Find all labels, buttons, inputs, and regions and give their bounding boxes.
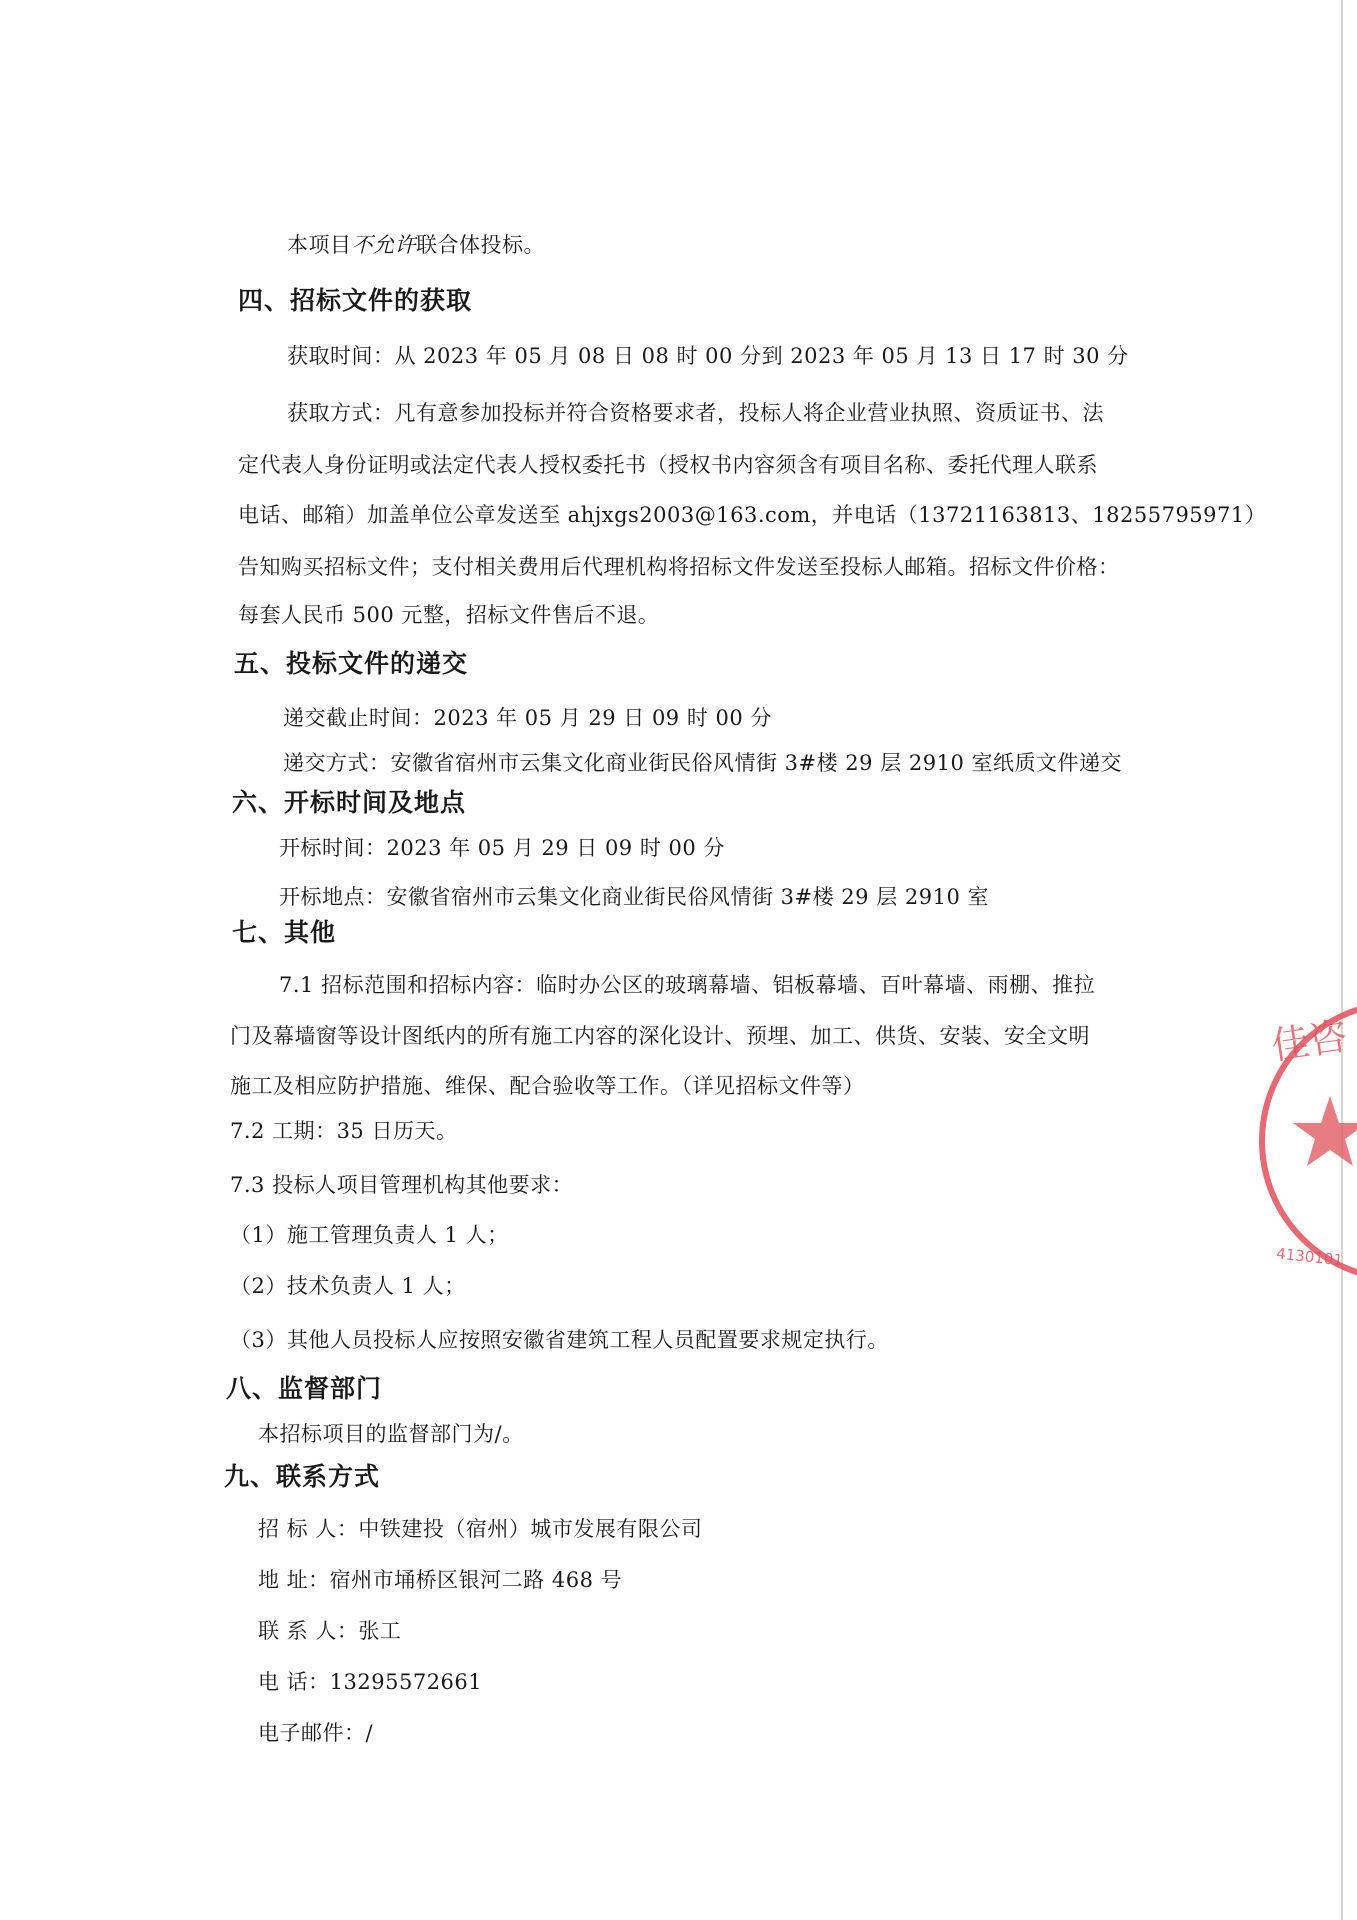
seal-graphic [1250,996,1357,1286]
s7-line: 7.2 工期：35 日历天。 [230,1119,458,1143]
s4-method-line: 定代表人身份证明或法定代表人授权委托书（授权书内容须含有项目名称、委托代理人联系 [238,453,1098,477]
s4-time: 获取时间：从 2023 年 05 月 08 日 08 时 00 分到 2023 年 05 月 13 日 17 时 30 分 [287,344,1129,368]
s6-time: 开标时间：2023 年 05 月 29 日 09 时 00 分 [279,836,725,860]
s5-method: 递交方式：安徽省宿州市云集文化商业街民俗风情街 3#楼 29 层 2910 室纸质文件递交 [283,751,1122,775]
section-4-heading: 四、招标文件的获取 [238,286,473,315]
contact-row: 地 址：宿州市埇桥区银河二路 468 号 [258,1568,623,1592]
section-9-heading: 九、联系方式 [224,1462,381,1491]
s4-method-line: 电话、邮箱）加盖单位公章发送至 ahjxgs2003@163.com，并电话（13721163813、18255795971） [238,503,1267,527]
section-6-heading: 六、开标时间及地点 [232,788,467,817]
s7-line: 施工及相应防护措施、维保、配合验收等工作。（详见招标文件等） [230,1074,865,1098]
contact-row: 电 话：13295572661 [258,1670,483,1694]
contact-row: 招 标 人：中铁建投（宿州）城市发展有限公司 [258,1517,703,1541]
section-7-heading: 七、其他 [232,918,337,947]
s4-method-line: 获取方式：凡有意参加投标并符合资格要求者，投标人将企业营业执照、资质证书、法 [287,401,1104,425]
s8-text: 本招标项目的监督部门为/。 [258,1422,524,1446]
scan-edge [1341,0,1343,1920]
section-8-heading: 八、监督部门 [226,1374,383,1403]
section-5-heading: 五、投标文件的递交 [234,649,469,678]
s7-line: （3）其他人员投标人应按照安徽省建筑工程人员配置要求规定执行。 [230,1328,889,1352]
s6-place: 开标地点：安徽省宿州市云集文化商业街民俗风情街 3#楼 29 层 2910 室 [279,885,989,909]
contact-row: 联 系 人：张工 [258,1619,402,1643]
s7-line: （1）施工管理负责人 1 人； [230,1223,509,1247]
s7-line: 门及幕墙窗等设计图纸内的所有施工内容的深化设计、预埋、加工、供货、安装、安全文明 [230,1024,1090,1048]
svg-text:4130101: 4130101 [1275,1244,1344,1270]
s4-method-line: 告知购买招标文件；支付相关费用后代理机构将招标文件发送至投标人邮箱。招标文件价格： [238,555,1120,579]
s7-line: 7.1 招标范围和招标内容：临时办公区的玻璃幕墙、铝板幕墙、百叶幕墙、雨棚、推拉 [279,973,1096,997]
consortium-note: 本项目不允许联合体投标。 [287,233,545,257]
s7-line: 7.3 投标人项目管理机构其他要求： [230,1173,574,1197]
s5-deadline: 递交截止时间：2023 年 05 月 29 日 09 时 00 分 [283,706,772,730]
contact-row: 电子邮件：/ [258,1721,374,1745]
company-seal [1250,996,1357,1286]
s7-line: （2）技术负责人 1 人； [230,1274,466,1298]
s4-method-line: 每套人民币 500 元整，招标文件售后不退。 [238,603,660,627]
svg-text:佳咨: 佳咨 [1268,1013,1351,1069]
